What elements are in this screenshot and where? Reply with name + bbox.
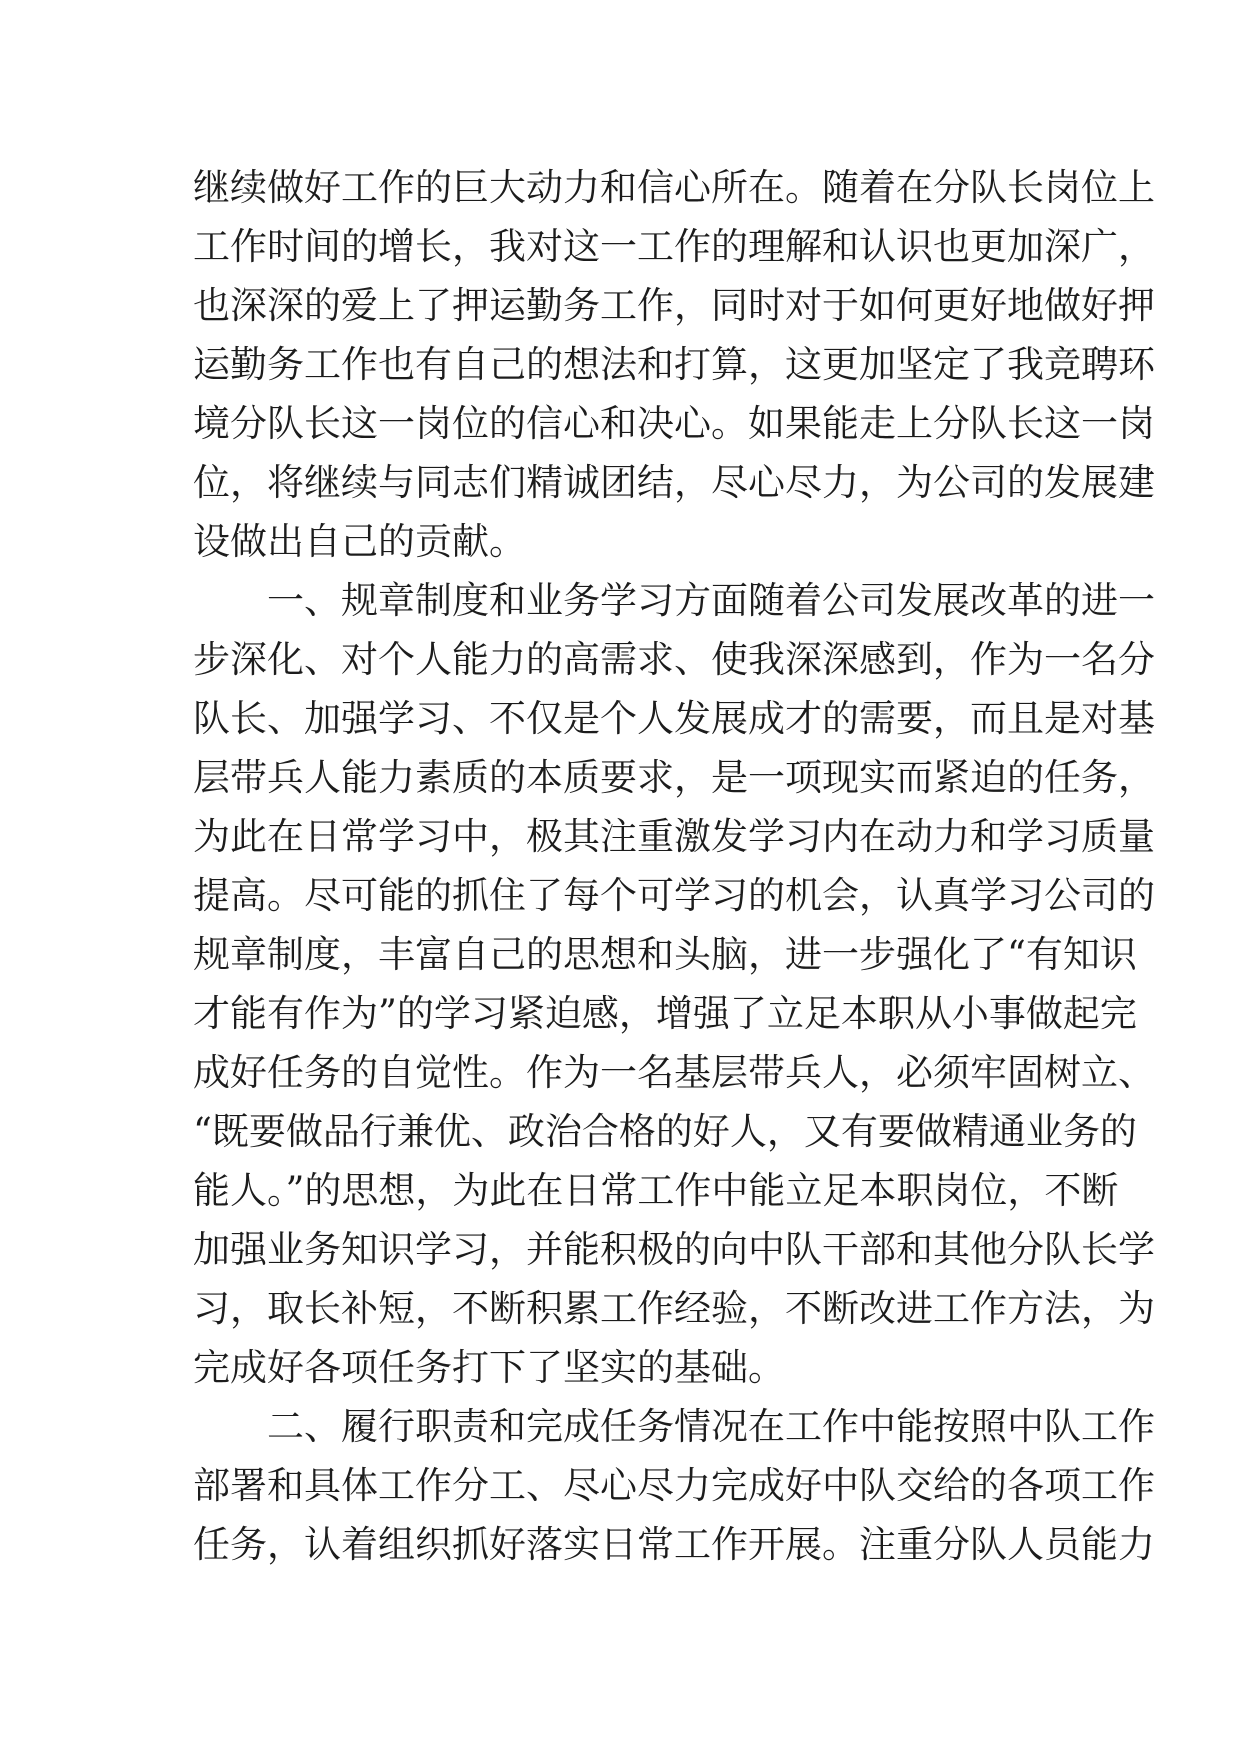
document-body <box>193 158 1155 1574</box>
text-line: 习，取长补短，不断积累工作经验，不断改进工作方法，为 <box>193 1287 1155 1330</box>
paragraph-two-heading-line: 二、履行职责和完成任务情况在工作中能按照中队工作 <box>193 1405 1155 1448</box>
text-line: 也深深的爱上了押运勤务工作，同时对于如何更好地做好押 <box>193 284 1155 327</box>
paragraph-one-heading-line: 一、规章制度和业务学习方面随着公司发展改革的进一 <box>193 579 1155 622</box>
text-line: 规章制度，丰富自己的思想和头脑，进一步强化了“有知识 <box>193 933 1137 976</box>
text-line: 队长、加强学习、不仅是个人发展成才的需要，而且是对基 <box>193 697 1155 740</box>
text-line: 步深化、对个人能力的高需求、使我深深感到，作为一名分 <box>193 638 1155 681</box>
text-line: 层带兵人能力素质的本质要求，是一项现实而紧迫的任务， <box>193 756 1155 799</box>
text-line: 工作时间的增长，我对这一工作的理解和认识也更加深广， <box>193 225 1155 268</box>
text-line: 能人。”的思想，为此在日常工作中能立足本职岗位，不断 <box>193 1169 1119 1212</box>
text-line: 境分队长这一岗位的信心和决心。如果能走上分队长这一岗 <box>193 402 1155 445</box>
text-line: 继续做好工作的巨大动力和信心所在。随着在分队长岗位上 <box>193 166 1155 209</box>
text-line: 完成好各项任务打下了坚实的基础。 <box>193 1346 785 1389</box>
text-line: 任务，认着组织抓好落实日常工作开展。注重分队人员能力 <box>193 1523 1155 1566</box>
text-line: “既要做品行兼优、政治合格的好人，又有要做精通业务的 <box>193 1110 1137 1153</box>
text-line: 设做出自己的贡献。 <box>193 520 526 563</box>
text-line: 位，将继续与同志们精诚团结，尽心尽力，为公司的发展建 <box>193 461 1155 504</box>
text-line: 部署和具体工作分工、尽心尽力完成好中队交给的各项工作 <box>193 1464 1155 1507</box>
text-line: 运勤务工作也有自己的想法和打算，这更加坚定了我竞聘环 <box>193 343 1155 386</box>
text-line: 成好任务的自觉性。作为一名基层带兵人，必须牢固树立、 <box>193 1051 1155 1094</box>
text-line: 为此在日常学习中，极其注重激发学习内在动力和学习质量 <box>193 815 1155 858</box>
text-line: 加强业务知识学习，并能积极的向中队干部和其他分队长学 <box>193 1228 1155 1271</box>
text-line: 提高。尽可能的抓住了每个可学习的机会，认真学习公司的 <box>193 874 1155 917</box>
text-line: 才能有作为”的学习紧迫感，增强了立足本职从小事做起完 <box>193 992 1137 1035</box>
